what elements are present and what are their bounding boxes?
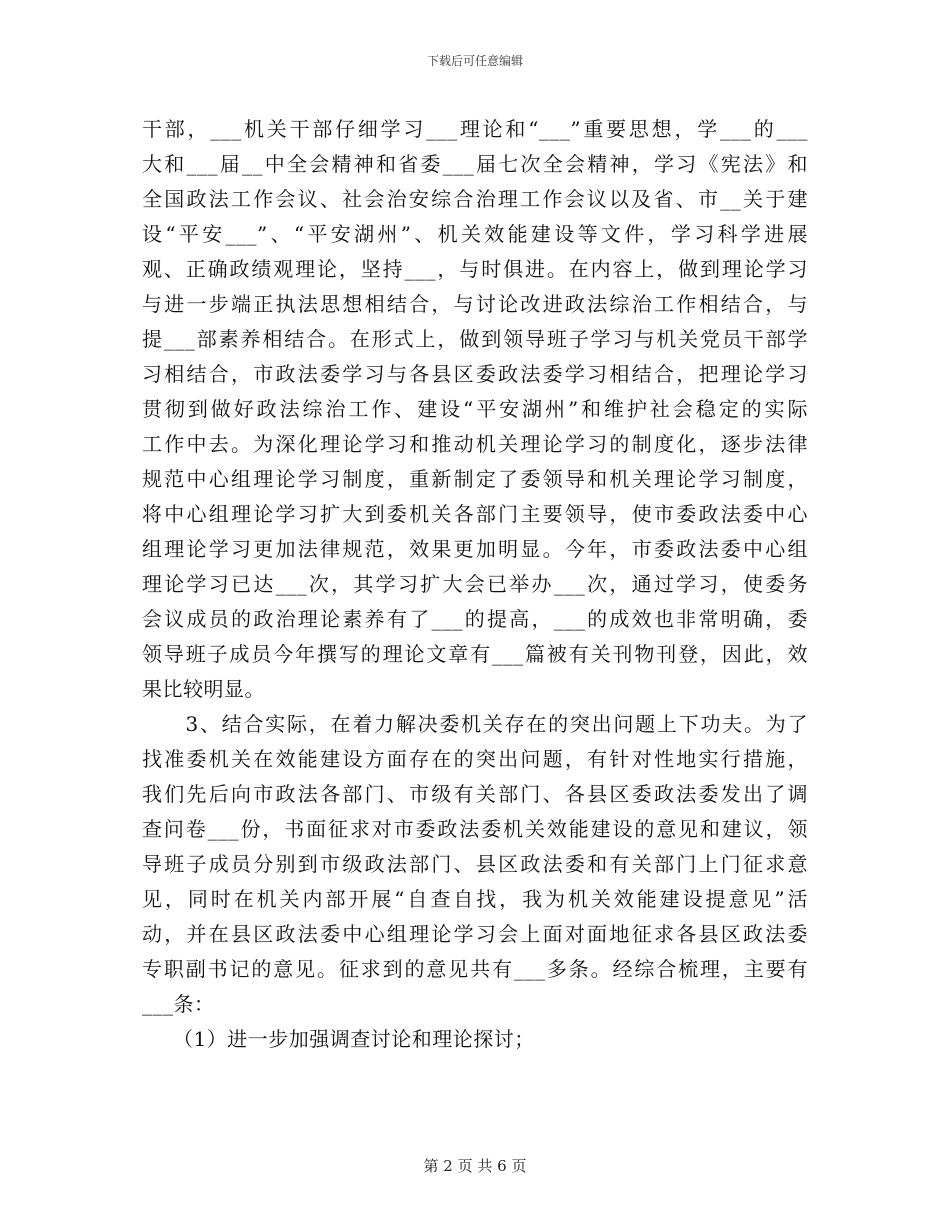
text-line: 导班子成员分别到市级政法部门、县区政法委和有关部门上门征求意	[142, 852, 808, 876]
text-line: 动，并在县区政法委中心组理论学习会上面对面地征求各县区政法委	[142, 922, 808, 946]
text-line: 查问卷___份，书面征求对市委政法委机关效能建设的意见和建议，领	[142, 817, 808, 841]
text-line: 找准委机关在效能建设方面存在的突出问题，有针对性地实行措施，	[142, 747, 808, 771]
document-body	[142, 112, 808, 1057]
text-line: 理论学习已达___次，其学习扩大会已举办___次，通过学习，使委务	[142, 572, 808, 596]
text-line: 提___部素养相结合。在形式上，做到领导班子学习与机关党员干部学	[142, 327, 808, 351]
text-line: 领导班子成员今年撰写的理论文章有___篇被有关刊物刊登，因此，效	[142, 642, 808, 666]
text-line: 专职副书记的意见。征求到的意见共有___多条。经综合梳理，主要有	[142, 957, 808, 981]
page-number: 第 2 页 共 6 页	[423, 1157, 527, 1175]
text-line: 大和___届__中全会精神和省委___届七次全会精神，学习《宪法》和	[142, 152, 808, 176]
text-line: 干部，___机关干部仔细学习___理论和“___”重要思想，学___的___	[142, 117, 808, 141]
text-line: 习相结合，市政法委学习与各县区委政法委学习相结合，把理论学习	[142, 362, 808, 386]
text-line: 会议成员的政治理论素养有了___的提高，___的成效也非常明确，委	[142, 607, 808, 631]
text-line: 与进一步端正执法思想相结合，与讨论改进政法综治工作相结合，与	[142, 292, 808, 316]
text-line: 我们先后向市政法各部门、市级有关部门、各县区委政法委发出了调	[142, 782, 808, 806]
text-line: 果比较明显。	[142, 677, 265, 701]
text-line: 工作中去。为深化理论学习和推动机关理论学习的制度化，逐步法律	[142, 432, 808, 456]
text-line: 3、结合实际，在着力解决委机关存在的突出问题上下功夫。为了	[142, 712, 808, 736]
text-line: 全国政法工作会议、社会治安综合治理工作会议以及省、市__关于建	[142, 187, 808, 211]
text-line: 设“平安___”、“平安湖州”、机关效能建设等文件，学习科学进展	[142, 222, 808, 246]
text-line: 将中心组理论学习扩大到委机关各部门主要领导，使市委政法委中心	[142, 502, 808, 526]
text-line: 观、正确政绩观理论，坚持___，与时俱进。在内容上，做到理论学习	[142, 257, 808, 281]
text-line: 贯彻到做好政法综治工作、建设“平安湖州”和维护社会稳定的实际	[142, 397, 808, 421]
text-line: 规范中心组理论学习制度，重新制定了委领导和机关理论学习制度，	[142, 467, 808, 491]
text-line: （1）进一步加强调查讨论和理论探讨；	[142, 1027, 535, 1051]
text-line: ___条：	[142, 992, 215, 1016]
text-line: 见，同时在机关内部开展“自查自找，我为机关效能建设提意见”活	[142, 887, 808, 911]
page-header-note: 下载后可任意编辑	[426, 54, 523, 68]
text-line: 组理论学习更加法律规范，效果更加明显。今年，市委政法委中心组	[142, 537, 808, 561]
